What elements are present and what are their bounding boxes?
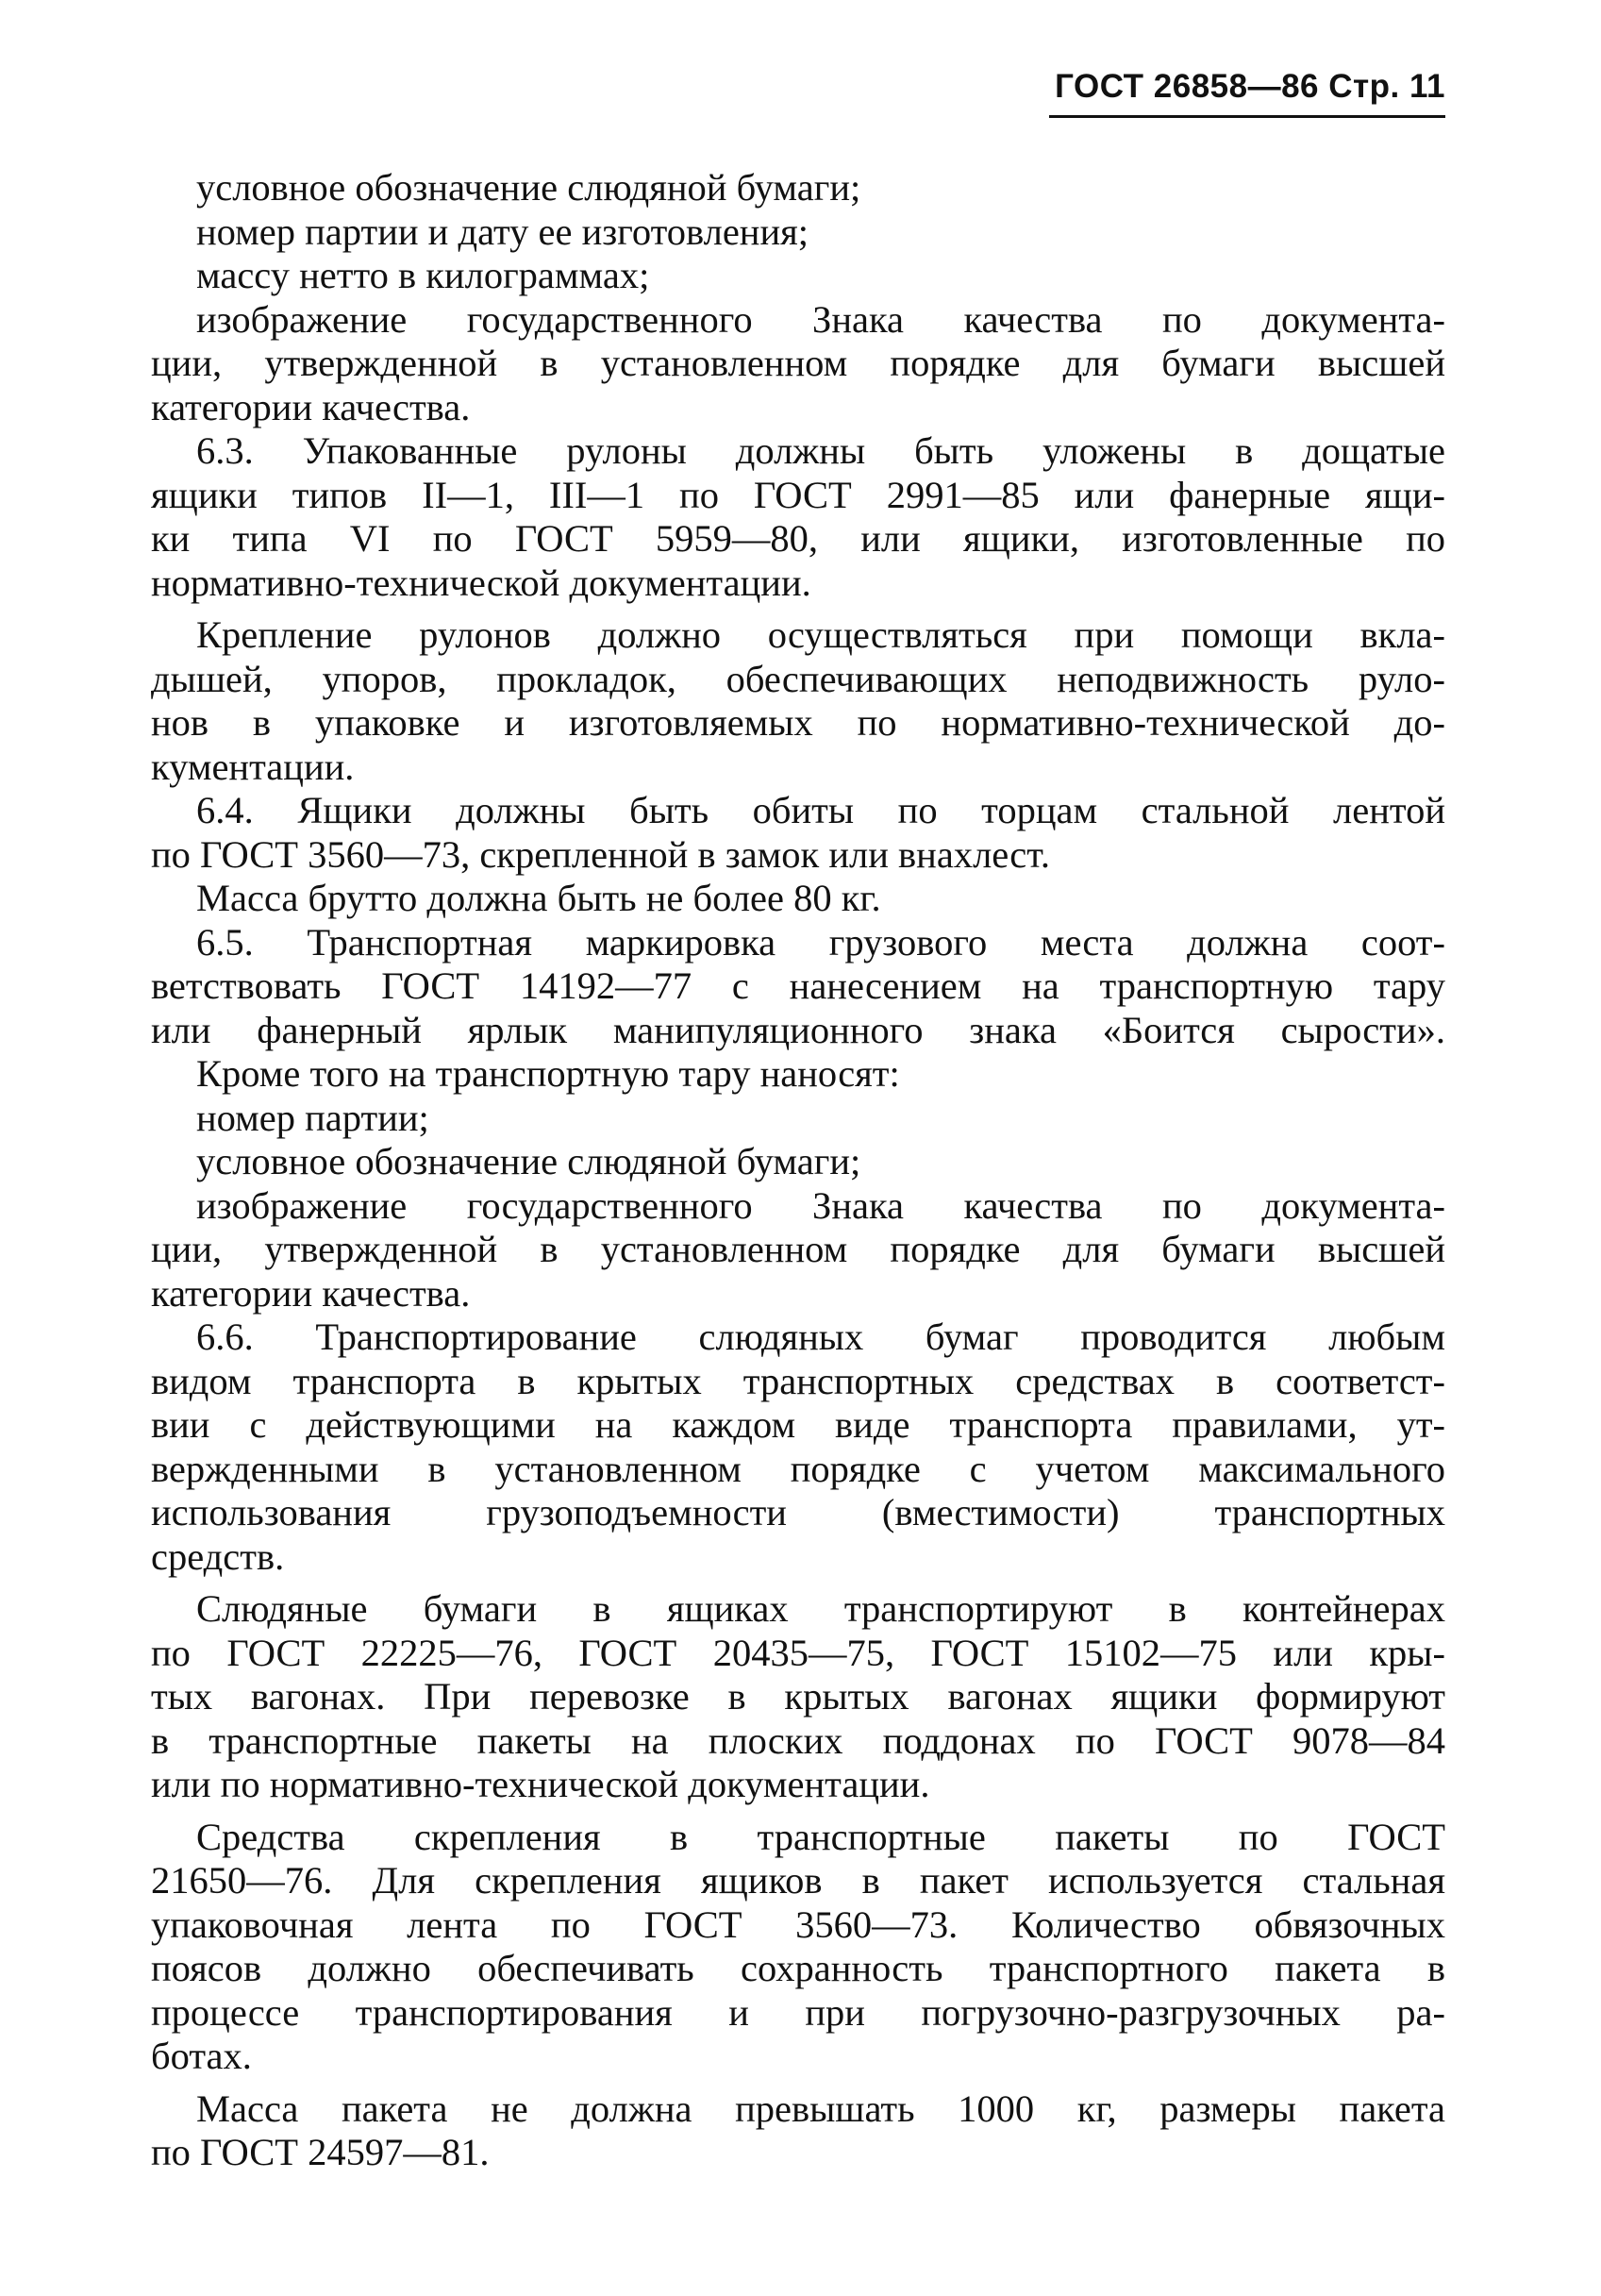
document-body xyxy=(151,166,1445,2175)
text-line: Слюдяные бумаги в ящиках транспортируют в контейнерах xyxy=(196,1587,1445,1630)
text-line: ции, утвержденной в установленном порядке для бумаги высшей xyxy=(151,1228,1445,1270)
text-line: Кроме того на транспортную тару наносят: xyxy=(196,1052,900,1095)
text-line: ки типа VI по ГОСТ 5959—80, или ящики, изготовленные по xyxy=(151,517,1445,560)
text-line: Масса брутто должна быть не более 80 кг. xyxy=(196,877,881,919)
text-line: номер партии; xyxy=(196,1096,429,1139)
header-rule xyxy=(1049,115,1445,118)
text-line: нов в упаковке и изготовляемых по нормативно-технической до- xyxy=(151,701,1445,744)
text-line: 6.4. Ящики должны быть обиты по торцам стальной лентой xyxy=(196,789,1445,831)
text-line: изображение государственного Знака качества по документа- xyxy=(196,297,1445,341)
text-line: 6.3. Упакованные рулоны должны быть уложены в дощатые xyxy=(196,429,1445,472)
text-line: в транспортные пакеты на плоских поддонах по ГОСТ 9078—84 xyxy=(151,1718,1445,1762)
text-line: Крепление рулонов должно осуществляться при помощи вкла- xyxy=(196,613,1445,656)
text-line: категории качества. xyxy=(151,1271,471,1315)
text-line: 21650—76. Для скрепления ящиков в пакет используется стальная xyxy=(151,1859,1445,1902)
text-line: поясов должно обеспечивать сохранность транспортного пакета в xyxy=(151,1947,1445,1989)
text-line: категории качества. xyxy=(151,385,471,428)
text-line: средств. xyxy=(151,1534,285,1578)
text-line: по ГОСТ 3560—73, скрепленной в замок или внахлест. xyxy=(151,832,1051,876)
text-line: вии с действующими на каждом виде транспорта правилами, ут- xyxy=(151,1403,1445,1446)
page-header xyxy=(1049,68,1445,118)
text-line: нормативно-технической документации. xyxy=(151,561,811,604)
text-line: дышей, упоров, прокладок, обеспечивающих неподвижность руло- xyxy=(151,657,1445,700)
text-line: массу нетто в килограммах; xyxy=(196,254,650,296)
text-line: или по нормативно-технической документации. xyxy=(151,1763,930,1805)
text-line: условное обозначение слюдяной бумаги; xyxy=(196,1140,861,1182)
text-line: 6.6. Транспортирование слюдяных бумаг проводится любым xyxy=(196,1316,1445,1358)
header-title: ГОСТ 26858—86 Стр. 11 xyxy=(1055,68,1445,105)
text-line: ботах. xyxy=(151,2035,252,2077)
text-line: вержденными в установленном порядке с учетом максимального xyxy=(151,1447,1445,1490)
text-line: видом транспорта в крытых транспортных средствах в соответст- xyxy=(151,1359,1445,1402)
text-line: условное обозначение слюдяной бумаги; xyxy=(196,166,861,209)
text-line: по ГОСТ 24597—81. xyxy=(151,2131,490,2173)
text-line: ции, утвержденной в установленном порядке для бумаги высшей xyxy=(151,342,1445,384)
text-line: ветствовать ГОСТ 14192—77 с нанесением на транспортную тару xyxy=(151,964,1445,1007)
text-line: номер партии и дату ее изготовления; xyxy=(196,209,809,253)
text-line: тых вагонах. При перевозке в крытых вагонах ящики формируют xyxy=(151,1675,1445,1718)
text-line: или фанерный ярлык манипуляционного знака «Боится сырости». xyxy=(151,1008,1445,1051)
text-line: ящики типов II—1, III—1 по ГОСТ 2991—85 или фанерные ящи- xyxy=(151,473,1445,516)
text-line: кументации. xyxy=(151,745,355,788)
text-line: 6.5. Транспортная маркировка грузового места должна соот- xyxy=(196,920,1445,964)
text-line: Средства скрепления в транспортные пакеты по ГОСТ xyxy=(196,1815,1445,1858)
text-line: упаковочная лента по ГОСТ 3560—73. Количество обвязочных xyxy=(151,1902,1445,1946)
text-line: процессе транспортирования и при погрузочно-разгрузочных ра- xyxy=(151,1990,1445,2034)
text-line: Масса пакета не должна превышать 1000 кг, размеры пакета xyxy=(196,2087,1445,2130)
text-line: по ГОСТ 22225—76, ГОСТ 20435—75, ГОСТ 15102—75 или кры- xyxy=(151,1631,1445,1674)
text-line: использования грузоподъемности (вместимости) транспортных xyxy=(151,1491,1445,1533)
text-line: изображение государственного Знака качества по документа- xyxy=(196,1183,1445,1227)
